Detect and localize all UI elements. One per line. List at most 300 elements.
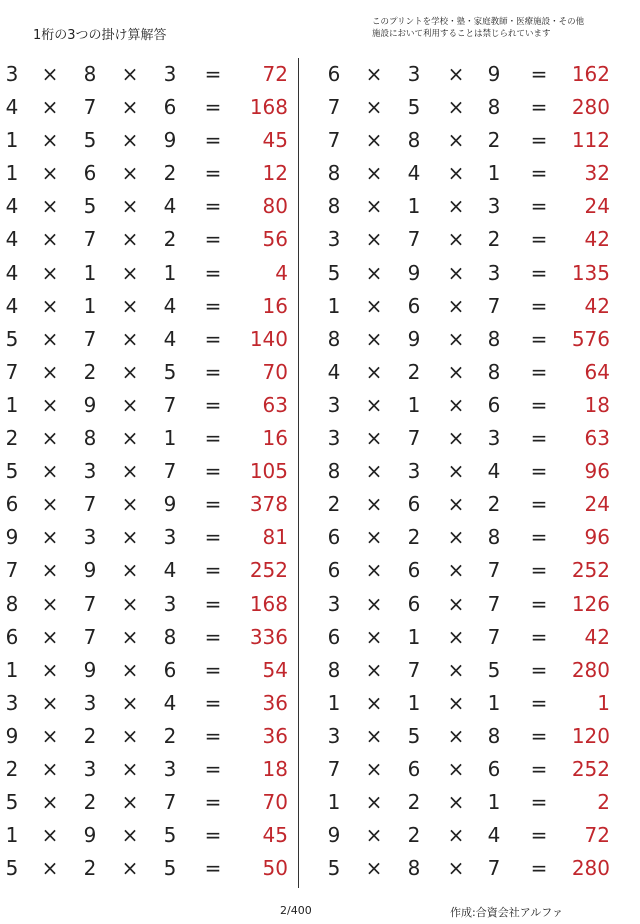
operand: 8 [327, 161, 341, 186]
answer: 1 [597, 690, 610, 715]
operand: 9 [407, 326, 421, 351]
problem-row [318, 323, 640, 356]
problem-row [318, 588, 640, 621]
equals-sign: = [530, 723, 548, 748]
problem-row [0, 687, 296, 720]
times-sign: × [365, 392, 383, 417]
operand: 2 [407, 525, 421, 550]
operand: 3 [83, 756, 97, 781]
operand: 4 [163, 690, 177, 715]
times-sign: × [41, 624, 59, 649]
equals-sign: = [204, 723, 222, 748]
answer: 4 [275, 260, 288, 285]
answer: 576 [571, 326, 610, 351]
problem-row [318, 91, 640, 124]
times-sign: × [41, 856, 59, 881]
operand: 4 [407, 161, 421, 186]
operand: 7 [83, 95, 97, 120]
answer: 42 [584, 293, 610, 318]
operand: 2 [83, 790, 97, 815]
operand: 1 [163, 260, 177, 285]
equals-sign: = [204, 525, 222, 550]
equals-sign: = [530, 227, 548, 252]
problem-row [318, 190, 640, 223]
operand: 3 [487, 426, 501, 451]
answer: 70 [262, 790, 288, 815]
operand: 1 [327, 293, 341, 318]
operand: 5 [163, 359, 177, 384]
operand: 4 [487, 459, 501, 484]
operand: 9 [83, 392, 97, 417]
answer: 32 [584, 161, 610, 186]
operand: 6 [327, 624, 341, 649]
operand: 5 [5, 326, 19, 351]
answer: 36 [262, 723, 288, 748]
times-sign: × [121, 823, 139, 848]
times-sign: × [41, 790, 59, 815]
operand: 1 [327, 790, 341, 815]
operand: 3 [487, 194, 501, 219]
operand: 1 [83, 293, 97, 318]
times-sign: × [447, 558, 465, 583]
answer: 168 [249, 591, 288, 616]
times-sign: × [41, 823, 59, 848]
answer: 70 [262, 359, 288, 384]
equals-sign: = [204, 95, 222, 120]
answer: 72 [262, 62, 288, 86]
answer: 12 [262, 161, 288, 186]
answer: 2 [597, 790, 610, 815]
equals-sign: = [204, 426, 222, 451]
times-sign: × [447, 492, 465, 517]
problem-row [318, 157, 640, 190]
times-sign: × [121, 690, 139, 715]
times-sign: × [121, 392, 139, 417]
operand: 8 [487, 326, 501, 351]
problem-row [318, 422, 640, 455]
problem-row [318, 852, 640, 885]
operand: 3 [407, 459, 421, 484]
times-sign: × [41, 260, 59, 285]
problem-row [0, 852, 296, 885]
operand: 6 [5, 492, 19, 517]
equals-sign: = [530, 426, 548, 451]
equals-sign: = [530, 459, 548, 484]
left-problem-column [0, 58, 296, 885]
times-sign: × [365, 525, 383, 550]
operand: 2 [407, 359, 421, 384]
times-sign: × [121, 591, 139, 616]
operand: 9 [83, 558, 97, 583]
answer: 105 [249, 459, 288, 484]
times-sign: × [121, 525, 139, 550]
times-sign: × [447, 392, 465, 417]
times-sign: × [365, 690, 383, 715]
operand: 5 [407, 95, 421, 120]
problem-row [0, 753, 296, 786]
equals-sign: = [530, 326, 548, 351]
operand: 5 [83, 128, 97, 153]
equals-sign: = [204, 823, 222, 848]
operand: 4 [487, 823, 501, 848]
times-sign: × [447, 95, 465, 120]
problem-row [0, 91, 296, 124]
operand: 4 [163, 293, 177, 318]
times-sign: × [121, 624, 139, 649]
times-sign: × [365, 558, 383, 583]
answer: 50 [262, 856, 288, 881]
times-sign: × [41, 492, 59, 517]
times-sign: × [365, 459, 383, 484]
equals-sign: = [530, 790, 548, 815]
answer: 168 [249, 95, 288, 120]
operand: 5 [327, 260, 341, 285]
operand: 5 [5, 856, 19, 881]
times-sign: × [41, 194, 59, 219]
equals-sign: = [204, 227, 222, 252]
operand: 3 [83, 690, 97, 715]
operand: 7 [5, 359, 19, 384]
times-sign: × [41, 525, 59, 550]
answer: 140 [249, 326, 288, 351]
equals-sign: = [530, 293, 548, 318]
operand: 8 [83, 62, 97, 86]
operand: 8 [487, 723, 501, 748]
times-sign: × [447, 657, 465, 682]
operand: 8 [407, 856, 421, 881]
operand: 1 [327, 690, 341, 715]
operand: 3 [163, 525, 177, 550]
times-sign: × [447, 326, 465, 351]
operand: 1 [487, 790, 501, 815]
operand: 8 [5, 591, 19, 616]
operand: 1 [407, 392, 421, 417]
operand: 4 [163, 326, 177, 351]
operand: 6 [487, 756, 501, 781]
operand: 2 [407, 790, 421, 815]
operand: 2 [163, 161, 177, 186]
times-sign: × [121, 95, 139, 120]
answer: 81 [262, 525, 288, 550]
answer: 54 [262, 657, 288, 682]
operand: 9 [327, 823, 341, 848]
problem-row [0, 786, 296, 819]
operand: 1 [5, 161, 19, 186]
operand: 3 [327, 426, 341, 451]
times-sign: × [41, 359, 59, 384]
times-sign: × [365, 161, 383, 186]
problem-row [318, 819, 640, 852]
times-sign: × [121, 62, 139, 86]
operand: 3 [5, 690, 19, 715]
times-sign: × [447, 591, 465, 616]
times-sign: × [447, 525, 465, 550]
times-sign: × [365, 359, 383, 384]
problem-row [0, 389, 296, 422]
equals-sign: = [530, 690, 548, 715]
times-sign: × [365, 856, 383, 881]
operand: 1 [407, 690, 421, 715]
operand: 1 [487, 690, 501, 715]
times-sign: × [41, 690, 59, 715]
problem-row [318, 290, 640, 323]
operand: 9 [83, 823, 97, 848]
times-sign: × [365, 790, 383, 815]
operand: 6 [5, 624, 19, 649]
operand: 8 [327, 194, 341, 219]
problem-row [0, 455, 296, 488]
equals-sign: = [530, 260, 548, 285]
answer: 252 [571, 558, 610, 583]
operand: 9 [407, 260, 421, 285]
equals-sign: = [204, 657, 222, 682]
operand: 6 [487, 392, 501, 417]
equals-sign: = [530, 624, 548, 649]
problem-row [318, 356, 640, 389]
operand: 9 [5, 525, 19, 550]
equals-sign: = [530, 359, 548, 384]
problem-row [318, 521, 640, 554]
answer: 280 [571, 657, 610, 682]
problem-row [318, 389, 640, 422]
times-sign: × [41, 227, 59, 252]
times-sign: × [447, 690, 465, 715]
times-sign: × [365, 260, 383, 285]
times-sign: × [121, 326, 139, 351]
operand: 9 [163, 128, 177, 153]
answer: 16 [262, 426, 288, 451]
operand: 6 [407, 756, 421, 781]
equals-sign: = [530, 161, 548, 186]
answer: 280 [571, 856, 610, 881]
times-sign: × [41, 326, 59, 351]
equals-sign: = [204, 194, 222, 219]
operand: 1 [163, 426, 177, 451]
operand: 2 [407, 823, 421, 848]
equals-sign: = [530, 392, 548, 417]
equals-sign: = [204, 161, 222, 186]
operand: 7 [163, 392, 177, 417]
operand: 6 [407, 492, 421, 517]
page-number: 2/400 [280, 904, 312, 917]
problem-row [0, 257, 296, 290]
times-sign: × [121, 128, 139, 153]
operand: 8 [327, 657, 341, 682]
operand: 4 [327, 359, 341, 384]
answer: 56 [262, 227, 288, 252]
usage-notice-line: 施設において利用することは禁じられています [372, 29, 551, 39]
times-sign: × [365, 492, 383, 517]
operand: 7 [487, 293, 501, 318]
times-sign: × [447, 161, 465, 186]
usage-notice [372, 16, 584, 40]
times-sign: × [121, 194, 139, 219]
operand: 6 [327, 62, 341, 86]
operand: 3 [327, 227, 341, 252]
times-sign: × [365, 591, 383, 616]
operand: 5 [83, 194, 97, 219]
operand: 3 [5, 62, 19, 86]
times-sign: × [365, 756, 383, 781]
answer: 18 [584, 392, 610, 417]
operand: 7 [487, 624, 501, 649]
operand: 7 [407, 426, 421, 451]
times-sign: × [41, 591, 59, 616]
operand: 1 [5, 657, 19, 682]
times-sign: × [447, 856, 465, 881]
problem-row [0, 621, 296, 654]
operand: 4 [163, 194, 177, 219]
times-sign: × [365, 657, 383, 682]
times-sign: × [365, 723, 383, 748]
operand: 3 [83, 459, 97, 484]
equals-sign: = [530, 856, 548, 881]
problem-row [318, 687, 640, 720]
answer: 280 [571, 95, 610, 120]
equals-sign: = [530, 194, 548, 219]
times-sign: × [41, 558, 59, 583]
problem-row [0, 190, 296, 223]
operand: 1 [407, 194, 421, 219]
answer: 336 [249, 624, 288, 649]
problem-row [318, 786, 640, 819]
problem-row [0, 58, 296, 91]
operand: 9 [5, 723, 19, 748]
operand: 2 [83, 856, 97, 881]
answer: 18 [262, 756, 288, 781]
answer: 72 [584, 823, 610, 848]
operand: 3 [83, 525, 97, 550]
answer: 45 [262, 823, 288, 848]
operand: 5 [5, 459, 19, 484]
answer: 96 [584, 525, 610, 550]
operand: 4 [5, 293, 19, 318]
operand: 3 [327, 723, 341, 748]
problem-row [0, 356, 296, 389]
operand: 1 [487, 161, 501, 186]
times-sign: × [447, 723, 465, 748]
operand: 8 [487, 95, 501, 120]
operand: 9 [83, 657, 97, 682]
answer: 24 [584, 492, 610, 517]
times-sign: × [121, 657, 139, 682]
answer: 120 [571, 723, 610, 748]
times-sign: × [41, 161, 59, 186]
operand: 2 [5, 756, 19, 781]
operand: 6 [163, 657, 177, 682]
times-sign: × [365, 624, 383, 649]
answer: 162 [571, 62, 610, 86]
equals-sign: = [204, 293, 222, 318]
operand: 5 [163, 856, 177, 881]
equals-sign: = [204, 856, 222, 881]
operand: 4 [5, 95, 19, 120]
operand: 2 [163, 227, 177, 252]
operand: 9 [487, 62, 501, 86]
equals-sign: = [530, 823, 548, 848]
operand: 6 [407, 558, 421, 583]
problem-row [318, 257, 640, 290]
answer: 252 [249, 558, 288, 583]
times-sign: × [41, 392, 59, 417]
equals-sign: = [204, 128, 222, 153]
answer: 252 [571, 756, 610, 781]
operand: 6 [407, 591, 421, 616]
times-sign: × [365, 426, 383, 451]
operand: 2 [327, 492, 341, 517]
times-sign: × [121, 459, 139, 484]
equals-sign: = [530, 558, 548, 583]
answer: 63 [262, 392, 288, 417]
operand: 3 [327, 591, 341, 616]
answer: 378 [249, 492, 288, 517]
equals-sign: = [204, 591, 222, 616]
times-sign: × [365, 293, 383, 318]
equals-sign: = [204, 558, 222, 583]
operand: 7 [83, 624, 97, 649]
times-sign: × [365, 823, 383, 848]
operand: 8 [487, 525, 501, 550]
times-sign: × [41, 657, 59, 682]
operand: 7 [327, 95, 341, 120]
answer: 80 [262, 194, 288, 219]
author-credit: 作成:合資会社アルファ [450, 906, 564, 919]
operand: 1 [407, 624, 421, 649]
times-sign: × [121, 426, 139, 451]
operand: 6 [407, 293, 421, 318]
operand: 7 [487, 558, 501, 583]
equals-sign: = [204, 690, 222, 715]
operand: 2 [487, 492, 501, 517]
operand: 7 [83, 591, 97, 616]
times-sign: × [365, 326, 383, 351]
operand: 7 [163, 790, 177, 815]
problem-row [0, 290, 296, 323]
problem-row [318, 753, 640, 786]
operand: 7 [83, 227, 97, 252]
problem-row [318, 455, 640, 488]
times-sign: × [365, 95, 383, 120]
times-sign: × [447, 756, 465, 781]
problem-row [318, 621, 640, 654]
operand: 3 [163, 591, 177, 616]
times-sign: × [121, 260, 139, 285]
problem-row [318, 720, 640, 753]
operand: 7 [83, 326, 97, 351]
problem-row [0, 819, 296, 852]
problem-row [0, 488, 296, 521]
times-sign: × [121, 227, 139, 252]
page-title: 1桁の3つの掛け算解答 [33, 28, 167, 43]
usage-notice-line: このプリントを学校・塾・家庭教師・医療施設・その他 [372, 17, 585, 27]
times-sign: × [447, 359, 465, 384]
operand: 5 [327, 856, 341, 881]
operand: 8 [163, 624, 177, 649]
operand: 6 [327, 525, 341, 550]
right-problem-column [318, 58, 640, 885]
operand: 7 [5, 558, 19, 583]
equals-sign: = [530, 95, 548, 120]
times-sign: × [121, 790, 139, 815]
times-sign: × [447, 194, 465, 219]
operand: 2 [83, 723, 97, 748]
equals-sign: = [204, 459, 222, 484]
operand: 1 [5, 392, 19, 417]
answer: 36 [262, 690, 288, 715]
times-sign: × [447, 227, 465, 252]
equals-sign: = [204, 62, 222, 86]
times-sign: × [121, 293, 139, 318]
